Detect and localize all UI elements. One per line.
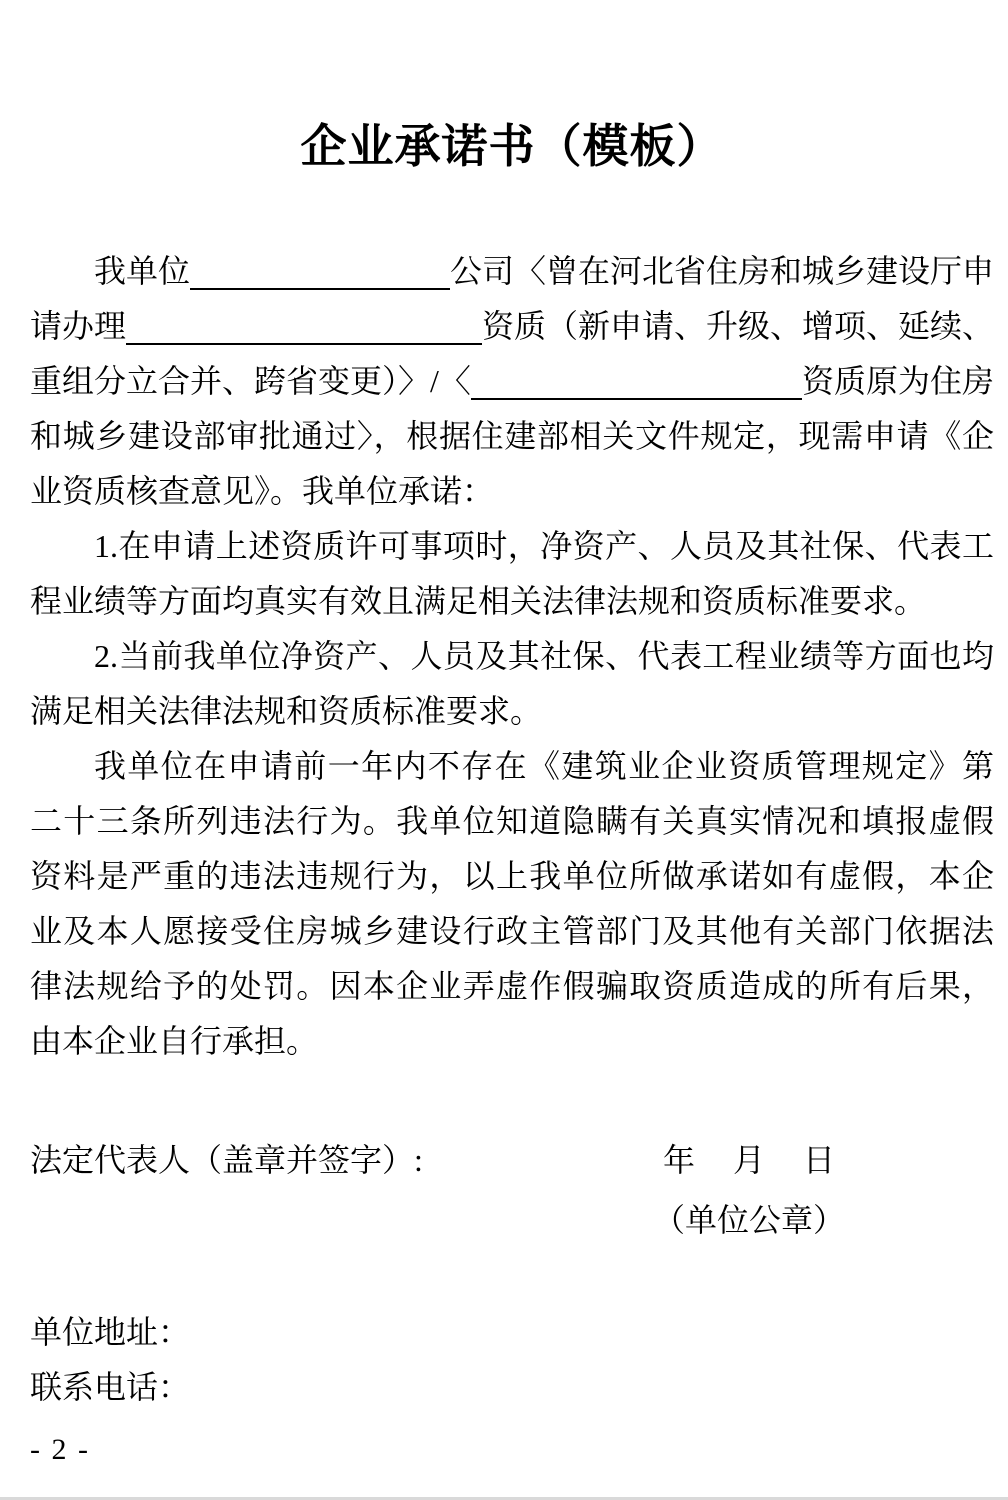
page-title: 企业承诺书（模板）	[300, 121, 724, 172]
p1-line4: 和城乡建设部审批通过〉，根据住建部相关文件规定，现需申请《企	[30, 418, 994, 454]
contact-block	[30, 1305, 994, 1415]
p1-line5: 业资质核查意见》。我单位承诺：	[30, 473, 495, 509]
month-label: 月	[732, 1142, 765, 1178]
year-label: 年	[662, 1142, 695, 1178]
p1-line1	[30, 244, 994, 299]
document-body	[30, 244, 994, 1069]
item2-line2: 满足相关法律法规和资质标准要求。	[30, 693, 543, 729]
p1-line1-pre: 我单位	[94, 253, 191, 289]
company-address-label: 单位地址：	[30, 1314, 191, 1350]
legal-representative-label: 法定代表人（盖章并签字）:	[30, 1142, 423, 1178]
p1-line3-post: 资质原为住房	[801, 363, 994, 399]
p1-line3-pre: 重组分立合并、跨省变更）〉/〈	[30, 363, 471, 399]
company-name-blank	[190, 288, 450, 290]
p1-line3	[30, 354, 994, 409]
item1-line2: 程业绩等方面均真实有效且满足相关法律法规和资质标准要求。	[30, 583, 927, 619]
p1-line1-post: 公司〈曾在河北省住房和城乡建设厅申	[449, 253, 994, 289]
qualification-name-blank-2	[471, 398, 802, 400]
item2-line1: 2.当前我单位净资产、人员及其社保、代表工程业绩等方面也均	[94, 638, 994, 674]
item1-line1: 1.在申请上述资质许可事项时，净资产、人员及其社保、代表工	[94, 528, 994, 564]
p1-line2-post: 资质（新申请、升级、增项、延续、	[481, 308, 994, 344]
qualification-name-blank	[126, 343, 482, 345]
p2-line5: 律法规给予的处罚。因本企业弄虚作假骗取资质造成的所有后果，	[30, 968, 994, 1004]
p2-line1: 我单位在申请前一年内不存在《建筑业企业资质管理规定》第	[94, 748, 994, 784]
signature-row	[30, 1133, 994, 1188]
p2-line6: 由本企业自行承担。	[30, 1023, 319, 1059]
p2-line3: 资料是严重的违法违规行为，以上我单位所做承诺如有虚假，本企	[30, 858, 994, 894]
company-seal-label: （单位公章）	[652, 1202, 845, 1238]
page-number: - 2 -	[30, 1433, 90, 1466]
p2-line4: 业及本人愿接受住房城乡建设行政主管部门及其他有关部门依据法	[30, 913, 994, 949]
contact-phone-label: 联系电话：	[30, 1369, 191, 1405]
date-fields	[663, 1133, 835, 1188]
p1-line2	[30, 299, 994, 354]
p1-line2-pre: 请办理	[30, 308, 127, 344]
p2-line2: 二十三条所列违法行为。我单位知道隐瞒有关真实情况和填报虚假	[30, 803, 994, 839]
day-label: 日	[802, 1142, 835, 1178]
